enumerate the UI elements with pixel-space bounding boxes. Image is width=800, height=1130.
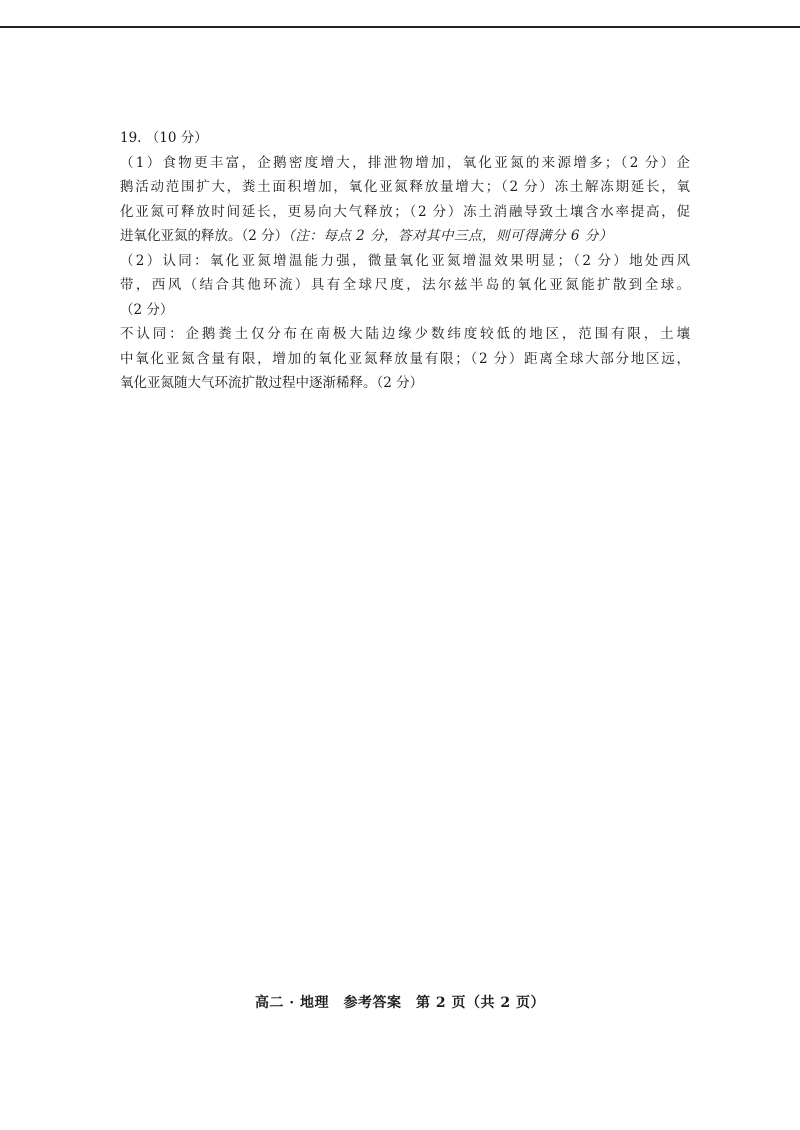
answer-part-3 (120, 322, 690, 396)
part2-line-1: （2）认同：氧化亚氮增温能力强，微量氧化亚氮增温效果明显；（2 分）地处西风 (120, 252, 690, 269)
answer-content (120, 126, 690, 396)
top-border-line (0, 26, 800, 28)
part2-line-2: 带，西风（结合其他环流）具有全球尺度，法尔兹半岛的氧化亚氮能扩散到全球。 (120, 277, 690, 293)
answer-part-1 (120, 151, 690, 249)
question-number: 19. （10 分） (120, 130, 208, 146)
scoring-note: （注：每点 2 分，答对其中三点，则可得满分 6 分） (288, 228, 613, 244)
part2-line-3: （2 分） (120, 301, 174, 318)
part1-line-4 (120, 224, 690, 249)
part1-line-3: 化亚氮可释放时间延长，更易向大气释放；（2 分）冻土消融导致土壤含水率提高，促 (120, 203, 690, 220)
page-footer: 高二 · 地理 参考答案 第 2 页（共 2 页） (254, 995, 546, 1011)
part3-line-3: 氧化亚氮随大气环流扩散过程中逐渐稀释。（2 分） (120, 375, 424, 391)
part3-line-2: 中氧化亚氮含量有限，增加的氧化亚氮释放量有限；（2 分）距离全球大部分地区远， (120, 350, 690, 367)
answer-part-2 (120, 249, 690, 323)
part1-line-2: 鹅活动范围扩大，粪土面积增加，氧化亚氮释放量增大；（2 分）冻土解冻期延长，氧 (120, 179, 690, 195)
part1-line-1: （1）食物更丰富，企鹅密度增大，排泄物增加，氧化亚氮的来源增多；（2 分）企 (120, 154, 690, 171)
part1-last-text: 进氧化亚氮的释放。（2 分） (120, 228, 289, 244)
part3-line-1: 不认同：企鹅粪土仅分布在南极大陆边缘少数纬度较低的地区，范围有限，土壤 (120, 326, 690, 342)
